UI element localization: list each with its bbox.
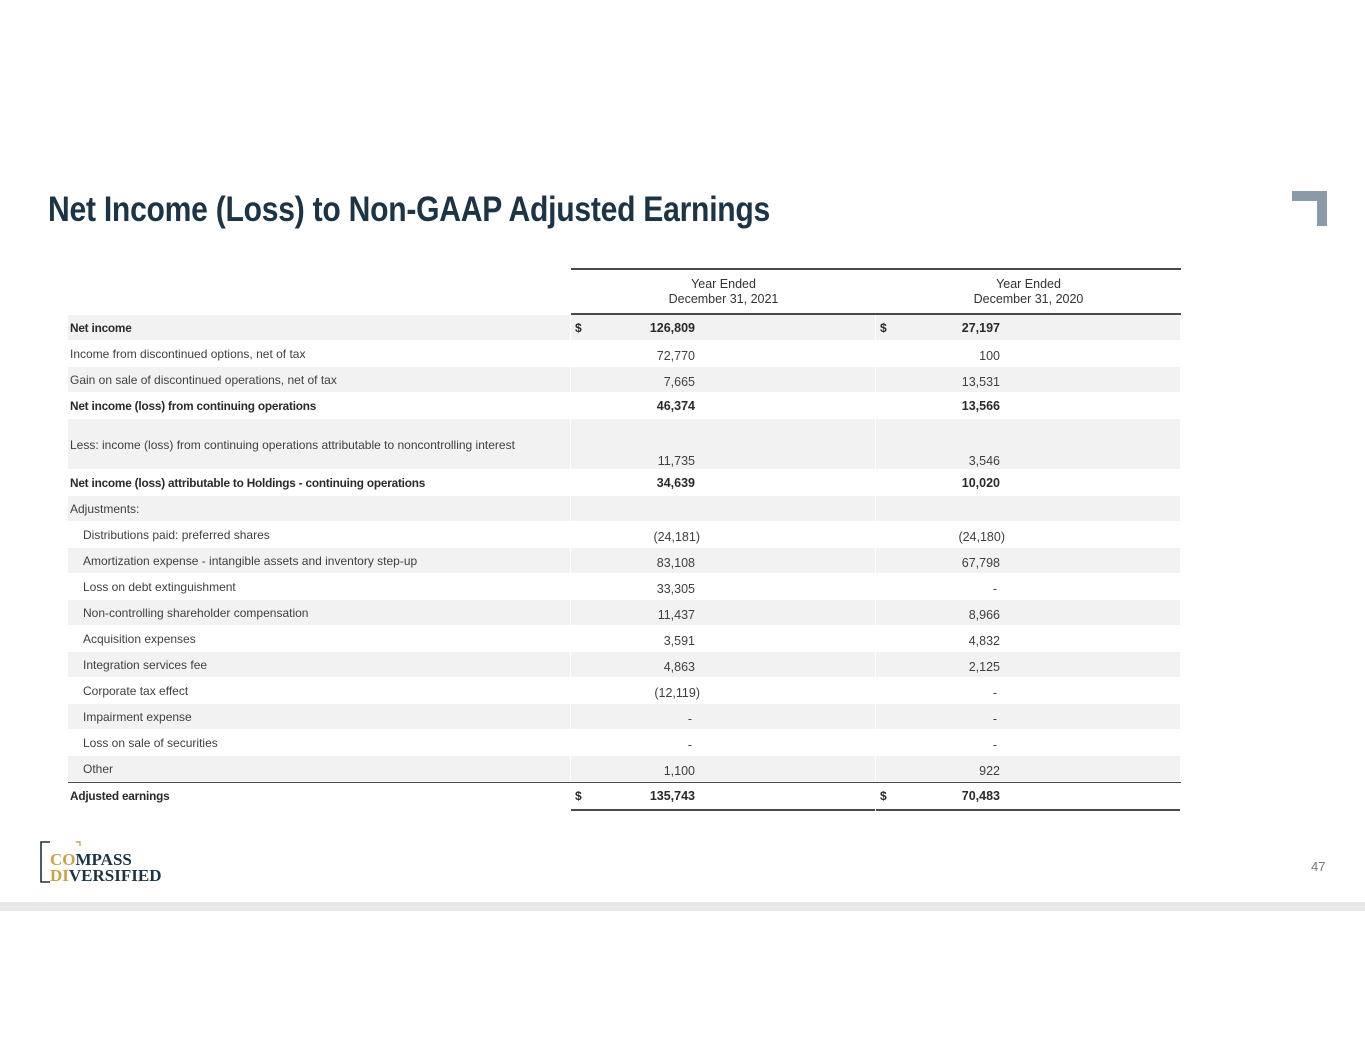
row-label: Adjusted earnings	[70, 789, 170, 803]
cell-value: 7,665	[663, 375, 695, 389]
cell-value: -	[992, 582, 997, 596]
cell-value: 8,966	[968, 608, 1000, 622]
cell-value: (12,119)	[654, 686, 700, 700]
table-row	[68, 341, 1181, 367]
value-2021	[571, 548, 875, 573]
value-2021	[571, 652, 875, 677]
table-row	[68, 652, 1181, 678]
value-2021	[571, 470, 875, 495]
cell-value: 13,531	[961, 375, 1000, 389]
table-row	[68, 419, 1181, 470]
column-header-line: Year Ended	[691, 277, 756, 291]
table-row	[68, 393, 1181, 419]
column-header-line: December 31, 2021	[668, 292, 779, 306]
cell-value: 72,770	[656, 349, 695, 363]
row-label: Non-controlling shareholder compensation	[68, 600, 570, 625]
table-row	[68, 756, 1181, 782]
row-label: Net income (loss) attributable to Holdings - continuing operations	[70, 476, 426, 490]
logo-navy-bottom: VERSIFIED	[68, 866, 162, 884]
currency-symbol: $	[575, 321, 582, 335]
value-2021	[571, 730, 875, 755]
cell-value: 10,020	[961, 476, 1000, 490]
row-label: Integration services fee	[68, 652, 570, 677]
cell-value: 11,437	[657, 608, 695, 622]
financial-table	[68, 268, 1181, 809]
row-label: Corporate tax effect	[83, 684, 189, 698]
compass-diversified-logo	[40, 840, 185, 884]
value-2020	[876, 341, 1180, 366]
value-2021	[571, 756, 875, 781]
cell-value: 100	[979, 349, 1000, 363]
logo-navy-top: MPASS	[75, 850, 132, 869]
cell-value: 922	[979, 764, 1000, 778]
value-2020	[876, 704, 1180, 729]
cell-value: -	[687, 738, 692, 752]
row-label: Amortization expense - intangible assets and inventory step-up	[68, 548, 570, 573]
row-label: Income from discontinued options, net of tax	[70, 347, 306, 361]
currency-symbol: $	[575, 789, 582, 803]
row-label: Distributions paid: preferred shares	[83, 528, 270, 542]
cell-value: -	[992, 712, 997, 726]
value-2020	[876, 600, 1180, 625]
value-2021	[571, 367, 875, 392]
table-header	[571, 268, 1181, 315]
row-label: Adjustments:	[68, 496, 570, 521]
cell-value: -	[992, 738, 997, 752]
cell-value: 13,566	[961, 399, 1000, 413]
page-number: 47	[1311, 859, 1326, 874]
value-2020	[876, 470, 1180, 495]
value-2020	[876, 393, 1180, 418]
value-2021	[571, 600, 875, 625]
value-2021	[571, 419, 875, 469]
table-row	[68, 548, 1181, 574]
svg-text:DIVERSIFIED	[50, 866, 162, 884]
value-2020	[876, 678, 1180, 703]
value-2021	[571, 678, 875, 703]
value-2021	[571, 522, 875, 547]
value-2020	[876, 626, 1180, 651]
table-row	[68, 496, 1181, 522]
corner-bracket-icon	[1292, 191, 1327, 226]
row-label: Net income (loss) from continuing operations	[70, 399, 317, 413]
cell-value: 3,546	[968, 454, 1000, 468]
table-row	[68, 367, 1181, 393]
value-2021	[571, 496, 875, 521]
row-label: Net income	[68, 315, 570, 340]
value-2020	[876, 652, 1180, 677]
table-row	[68, 678, 1181, 704]
logo-gold-bottom: DI	[50, 866, 69, 884]
value-2020	[876, 783, 1180, 811]
cell-value: -	[992, 686, 997, 700]
value-2020	[876, 574, 1180, 599]
row-label: Gain on sale of discontinued operations, net of tax	[68, 367, 570, 392]
page-title: Net Income (Loss) to Non-GAAP Adjusted Earnings	[48, 190, 771, 229]
value-2021	[571, 704, 875, 729]
currency-symbol: $	[880, 321, 887, 335]
row-label: Loss on debt extinguishment	[83, 580, 236, 594]
cell-value: 27,197	[961, 321, 1000, 335]
table-row	[68, 704, 1181, 730]
value-2021	[571, 341, 875, 366]
value-2021	[571, 315, 875, 340]
value-2020	[876, 419, 1180, 469]
cell-value: 4,832	[968, 634, 1000, 648]
table-row	[68, 600, 1181, 626]
cell-value: 46,374	[656, 399, 695, 413]
cell-value: 1,100	[663, 764, 695, 778]
currency-symbol: $	[880, 789, 887, 803]
row-label: Impairment expense	[68, 704, 570, 729]
table-row	[68, 522, 1181, 548]
table-row	[68, 730, 1181, 756]
column-header-line: Year Ended	[996, 277, 1061, 291]
logo-gold-top: CO	[50, 850, 76, 869]
table-row	[68, 574, 1181, 600]
value-2021	[571, 783, 875, 811]
value-2020	[876, 315, 1180, 340]
value-2020	[876, 522, 1180, 547]
cell-value: 11,735	[657, 454, 695, 468]
column-header-2021	[571, 277, 876, 307]
table-row	[68, 626, 1181, 652]
cell-value: 67,798	[961, 556, 1000, 570]
value-2020	[876, 756, 1180, 781]
cell-value: 135,743	[649, 789, 695, 803]
row-label: Acquisition expenses	[83, 632, 196, 646]
cell-value: 126,809	[649, 321, 695, 335]
table-row	[68, 470, 1181, 496]
cell-value: 34,639	[656, 476, 695, 490]
value-2021	[571, 393, 875, 418]
cell-value: (24,180)	[958, 530, 1005, 544]
footer-bar	[0, 902, 1365, 911]
row-label: Loss on sale of securities	[83, 736, 218, 750]
cell-value: 83,108	[656, 556, 695, 570]
table-row	[68, 782, 1181, 809]
row-label: Less: income (loss) from continuing operations attributable to noncontrolling interest	[68, 419, 570, 469]
table-row	[68, 315, 1181, 341]
value-2021	[571, 574, 875, 599]
column-header-line: December 31, 2020	[973, 292, 1084, 306]
value-2020	[876, 548, 1180, 573]
cell-value: 33,305	[656, 582, 695, 596]
column-header-2020	[876, 277, 1181, 307]
value-2021	[571, 626, 875, 651]
value-2020	[876, 730, 1180, 755]
cell-value: 3,591	[663, 634, 695, 648]
value-2020	[876, 496, 1180, 521]
cell-value: 4,863	[663, 660, 695, 674]
row-label: Other	[68, 756, 570, 781]
cell-value: 2,125	[968, 660, 1000, 674]
cell-value: (24,181)	[653, 530, 700, 544]
cell-value: 70,483	[961, 789, 1000, 803]
cell-value: -	[687, 712, 692, 726]
value-2020	[876, 367, 1180, 392]
